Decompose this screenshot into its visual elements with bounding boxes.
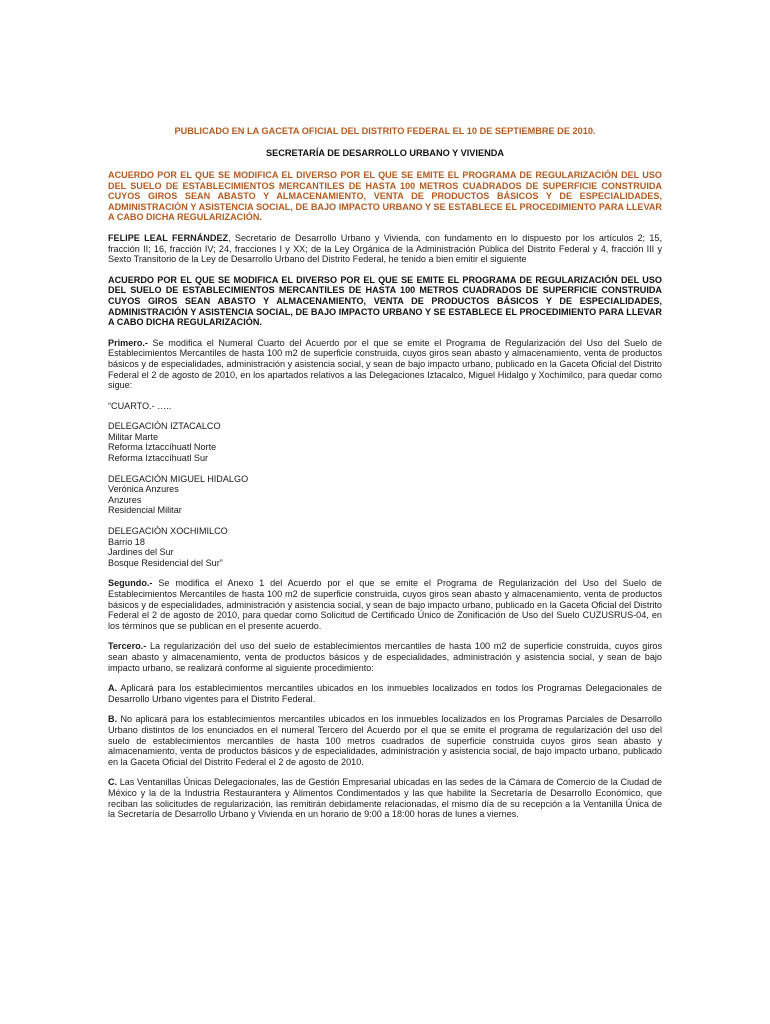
item-c-text: Las Ventanillas Únicas Delegacionales, las de Gestión Empresarial ubicadas en las sedes de la Cámara de Comercio de la Ciudad de México y la de la Industria Restaurantera y Alimentos Condimentados y las que habilite la Secretaría de Desarrollo Económico, que reciban las solicitudes de regularización, las remitirán debidamente relacionadas, el mismo día de su recepción a la Ventanilla Única de la Secretaría de Desarrollo Urbano y Vivienda en un horario de 9:00 a 18:00 horas de lunes a viernes. <box>108 777 662 820</box>
delegacion-name: DELEGACIÓN MIGUEL HIDALGO <box>108 473 249 484</box>
colonia-item: Reforma Iztaccíhuatl Sur <box>108 453 209 464</box>
colonia-item: Anzures <box>108 494 142 505</box>
primero-text: Se modifica el Numeral Cuarto del Acuerdo por el que se emite el Programa de Regularización del Uso del Suelo de Establecimientos Mercantiles de hasta 100 m2 de superficie construida, cuyos giros sean abasto y almacenamiento, venta de productos básicos y de especialidades, administración y asistencia social, y sean de bajo impacto urbano, publicado en la Gaceta Oficial del Distrito Federal el 2 de agosto de 2010, en los apartados relativos a las Delegaciones Iztacalco, Miguel Hidalgo y Xochimilco, para quedar como sigue: <box>108 337 662 391</box>
segundo-paragraph <box>108 578 662 631</box>
colonia-item: Jardines del Sur <box>108 547 174 558</box>
tercero-text: La regularización del uso del suelo de establecimientos mercantiles de hasta 100 m2 de superficie construida, cuyos giros sean abasto y almacenamiento, venta de productos básicos y de especialidades, administración y asistencia social, y sean de bajo impacto urbano, se realizará conforme al siguiente procedimiento: <box>108 641 662 673</box>
intro-paragraph <box>108 233 662 265</box>
delegacion-iztacalco <box>108 421 662 463</box>
item-b-paragraph <box>108 714 662 767</box>
item-c-label: C. <box>108 777 118 788</box>
signatory-name: FELIPE LEAL FERNÁNDEZ <box>108 232 229 243</box>
tercero-label: Tercero.- <box>108 641 147 652</box>
colonia-item: Militar Marte <box>108 431 159 442</box>
item-a-text: Aplicará para los establecimientos mercantiles ubicados en los inmuebles localizados en todos los Programas Delegacionales de Desarrollo Urbano vigentes para el Distrito Federal. <box>108 683 662 704</box>
colonia-item: Verónica Anzures <box>108 484 179 495</box>
item-b-text: No aplicará para los establecimientos mercantiles ubicados en los inmuebles localizados en los Programas Parciales de Desarrollo Urbano distintos de los enunciados en el numeral Tercero del Acuerdo por el que se emite el programa de regularización del uso del suelo de establecimientos mercantiles de hasta 100 metros cuadrados de superficie construida cuyos giros sean abasto y almacenamiento, venta de productos básicos y de especialidades, administración y asistencia social, de bajo impacto urbano, publicado en la Gaceta Oficial del Distrito Federal el 2 de agosto de 2010. <box>108 714 662 767</box>
primero-paragraph <box>108 338 662 391</box>
item-a-label: A. <box>108 683 118 694</box>
colonia-item: Bosque Residencial del Sur” <box>108 557 223 568</box>
cuarto-line: “CUARTO.- ….. <box>108 400 172 411</box>
tercero-paragraph <box>108 641 662 673</box>
item-b-label: B. <box>108 714 118 725</box>
delegacion-xochimilco <box>108 526 662 568</box>
secretaria-heading: SECRETARÍA DE DESARROLLO URBANO Y VIVIENDA <box>265 148 505 158</box>
colonia-item: Reforma Iztaccíhuatl Norte <box>108 442 217 453</box>
item-a-paragraph <box>108 683 662 704</box>
acuerdo-title-black: ACUERDO POR EL QUE SE MODIFICA EL DIVERSO POR EL QUE SE EMITE EL PROGRAMA DE REGULARIZACIÓN DEL USO DEL SUELO DE ESTABLECIMIENTOS MERCANTILES DE HASTA 100 METROS CUADRADOS DE SUPERFICIE CONSTRUIDA CUYOS GIROS SEAN ABASTO Y ALMACENAMIENTO, VENTA DE PRODUCTOS BÁSICOS Y DE ESPECIALIDADES, ADMINISTRACIÓN Y ASISTENCIA SOCIAL, DE BAJO IMPACTO URBANO Y SE ESTABLECE EL PROCEDIMIENTO PARA LLEVAR A CABO DICHA REGULARIZACIÓN. <box>108 274 662 328</box>
delegacion-name: DELEGACIÓN IZTACALCO <box>108 421 221 432</box>
intro-text: , Secretario de Desarrollo Urbano y Vivienda, con fundamento en lo dispuesto por los artículos 2; 15, fracción II; 16, fracción IV; 24, fracciones I y XX; de la Ley Orgánica de la Administración Pública del Distrito Federal y 4, fracción III y Sexto Transitorio de la Ley de Desarrollo Urbano del Distrito Federal, he tenido a bien emitir el siguiente <box>108 232 663 265</box>
colonia-item: Residencial Militar <box>108 505 182 516</box>
delegacion-miguel-hidalgo <box>108 474 662 516</box>
segundo-label: Segundo.- <box>108 578 153 589</box>
delegacion-name: DELEGACIÓN XOCHIMILCO <box>108 526 228 537</box>
segundo-text: Se modifica el Anexo 1 del Acuerdo por el que se emite el Programa de Regularización del Uso del Suelo de Establecimientos Mercantiles de hasta 100 m2 de superficie construida, cuyos giros sean abasto y almacenamiento, venta de productos básicos y de especialidades, administración y asistencia social, y sean de bajo impacto urbano, publicado en la Gaceta Oficial del Distrito Federal el 2 de agosto de 2010, para quedar como Solicitud de Certificado Único de Zonificación de Uso del Suelo CUZUSRUS-04, en los términos que se publican en el presente acuerdo. <box>108 578 662 631</box>
publication-line: PUBLICADO EN LA GACETA OFICIAL DEL DISTRITO FEDERAL EL 10 DE SEPTIEMBRE DE 2010. <box>174 126 596 136</box>
item-c-paragraph <box>108 777 662 819</box>
primero-label: Primero.- <box>108 337 148 348</box>
acuerdo-title-orange: ACUERDO POR EL QUE SE MODIFICA EL DIVERSO POR EL QUE SE EMITE EL PROGRAMA DE REGULARIZACIÓN DEL USO DEL SUELO DE ESTABLECIMIENTOS MERCANTILES DE HASTA 100 METROS CUADRADOS DE SUPERFICIE CONSTRUIDA CUYOS GIROS SEAN ABASTO Y ALMACENAMIENTO, VENTA DE PRODUCTOS BÁSICOS Y DE ESPECIALIDADES, ADMINISTRACIÓN Y ASISTENCIA SOCIAL, DE BAJO IMPACTO URBANO Y SE ESTABLECE EL PROCEDIMIENTO PARA LLEVAR A CABO DICHA REGULARIZACIÓN. <box>108 170 662 223</box>
colonia-item: Barrio 18 <box>108 536 145 547</box>
